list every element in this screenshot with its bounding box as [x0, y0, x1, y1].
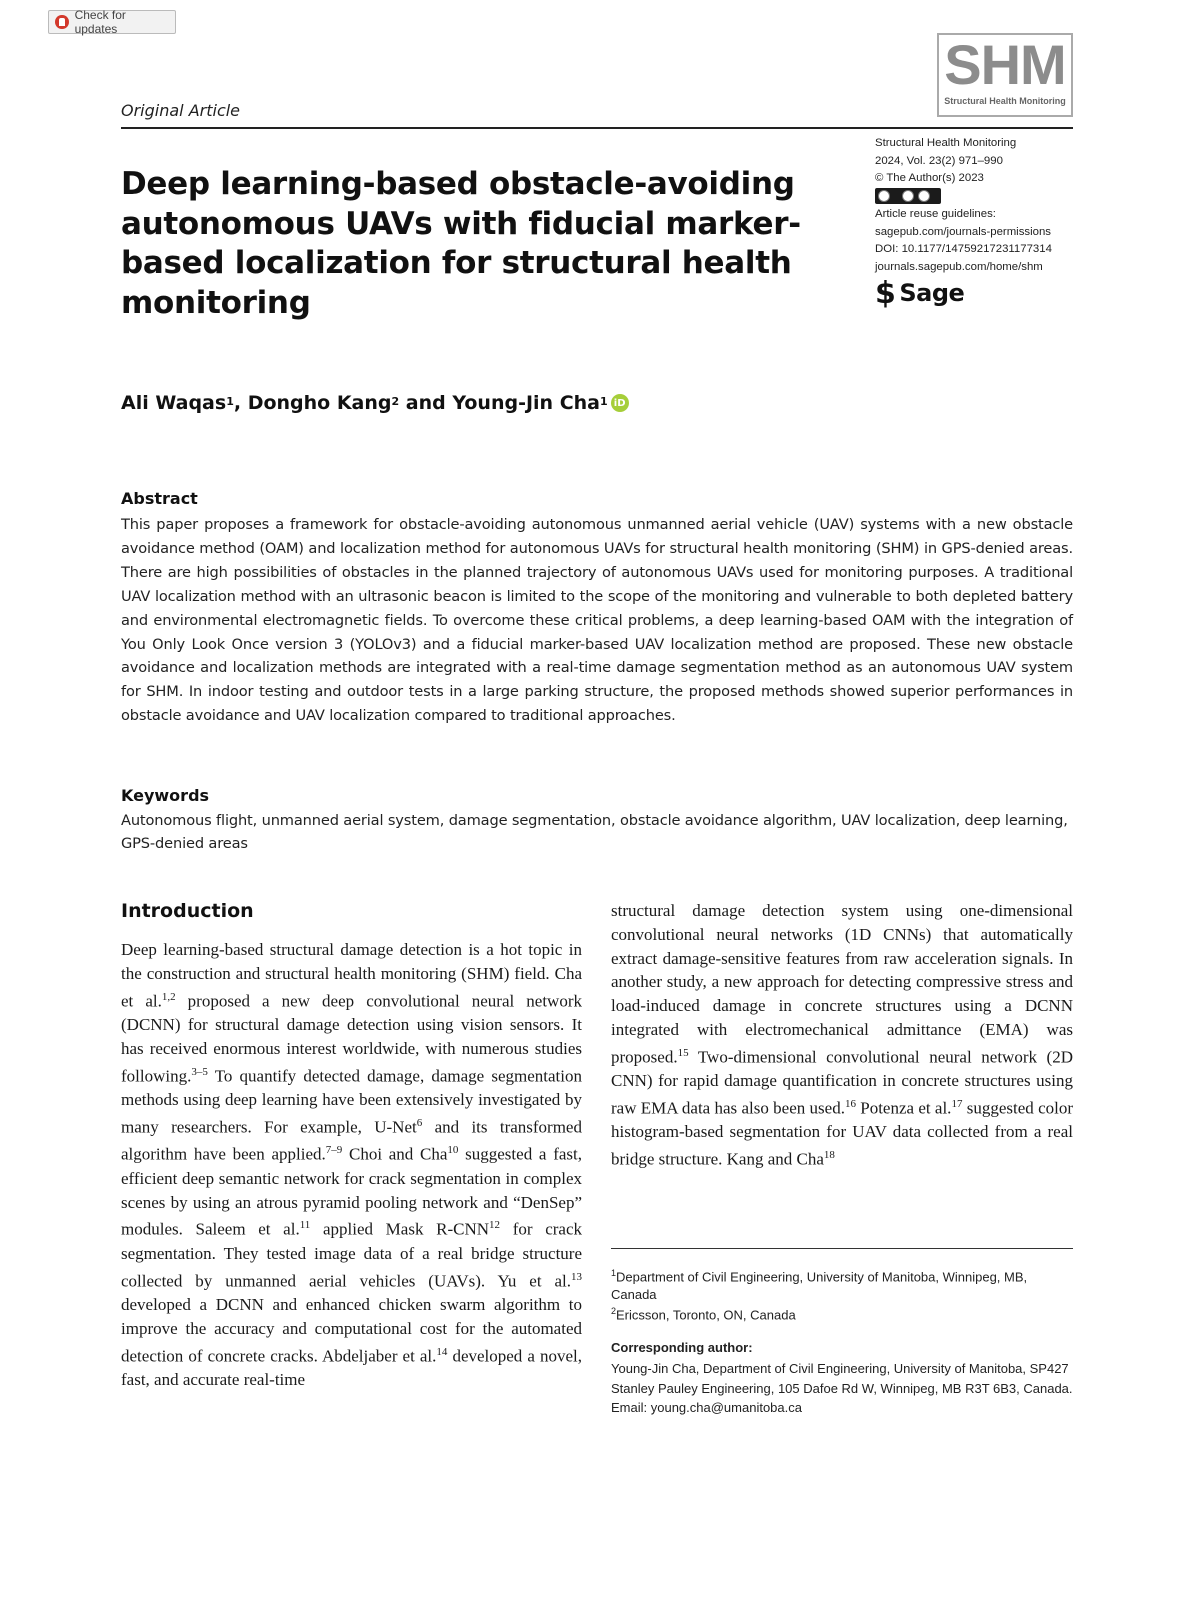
author-affiliation-marker: 1: [599, 394, 608, 408]
citation-reference[interactable]: 16: [844, 1098, 856, 1111]
footnote-divider: [611, 1248, 1073, 1249]
author-name: Dongho Kang: [247, 392, 392, 414]
citation-reference[interactable]: 18: [823, 1149, 835, 1162]
citation-reference[interactable]: 1,2: [161, 990, 176, 1003]
introduction-heading: Introduction: [121, 900, 254, 922]
author-name: Ali Waqas: [121, 392, 227, 414]
affiliation-text: Department of Civil Engineering, University of Manitoba, Winnipeg, MB, Canada: [611, 1269, 1028, 1303]
journal-metadata: [875, 135, 1085, 311]
article-type: Original Article: [121, 101, 241, 120]
corresponding-author-email[interactable]: Email: young.cha@umanitoba.ca: [611, 1400, 802, 1416]
body-text-run: Deep learning-based structural damage detection is a hot topic in the construction and structural health monitoring (SHM) field. Cha et al.: [121, 940, 582, 1011]
body-text-run: applied Mask R-CNN: [310, 1220, 490, 1240]
affiliation-text: Ericsson, Toronto, ON, Canada: [616, 1307, 796, 1323]
publisher-logo: [875, 275, 1085, 311]
doi-link[interactable]: DOI: 10.1177/14759217231177314: [875, 243, 1052, 256]
body-text-run: Choi and Cha: [342, 1145, 448, 1164]
affiliation-2: [611, 1302, 1073, 1324]
body-text-run: To quantify detected damage, damage segmentation methods using deep learning have been extensively investigated by many researchers. For example, U-Net: [121, 1066, 582, 1137]
body-text-run: suggested color histogram-based segmentation for UAV data collected from a real bridge structure. Kang and Cha: [611, 1098, 1073, 1169]
header-divider: [121, 127, 1073, 129]
citation-reference[interactable]: 7–9: [325, 1144, 343, 1157]
citation-reference[interactable]: 14: [436, 1345, 448, 1358]
abstract-text: This paper proposes a framework for obstacle-avoiding autonomous unmanned aerial vehicle (UAV) systems with a new obstacle avoidance method (OAM) and localization method for autonomous UAVs for structural health monitoring (SHM) in GPS-denied areas. There are high possibilities of obstacles in the planned trajectory of autonomous UAVs used for monitoring purposes. A traditional UAV localization method with an ultrasonic beacon is limited to the scope of the monitoring and vulnerable to both depleted battery and environmental electromagnetic fields. To overcome these critical problems, a deep learning-based OAM with the integration of You Only Look Once version 3 (YOLOv3) and a fiducial marker-based UAV localization method are proposed. These new obstacle avoidance and localization methods are integrated with a real-time damage segmentation method as an autonomous UAV system for SHM. In indoor testing and outdoor tests in a large parking structure, the proposed methods showed superior performances in obstacle avoidance and UAV localization compared to traditional approaches.: [121, 516, 1073, 725]
author-affiliation-marker: 2: [391, 394, 400, 408]
author-list: [121, 392, 629, 414]
orcid-icon[interactable]: iD: [611, 394, 629, 412]
reuse-label: Article reuse guidelines:: [875, 207, 996, 220]
body-text-run: Two-dimensional convolutional neural network (2D CNN) for rapid damage quantification in concrete structures using raw EMA data has also been used.: [611, 1047, 1073, 1118]
affiliation-1: [611, 1264, 1073, 1304]
journal-name: Structural Health Monitoring: [875, 137, 1017, 149]
check-for-updates-button[interactable]: [48, 10, 176, 34]
cc-by-icon: [875, 188, 941, 204]
body-text-run: for crack segmentation. They tested image data of a real bridge structure collected by unmanned aerial vehicles (UAVs). Yu et al.: [121, 1220, 582, 1291]
body-text-run: proposed a new deep convolutional neural network (DCNN) for structural damage detection using vision sensors. It has received enormous interest worldwide, with numerous studies following.: [121, 991, 582, 1086]
author-affiliation-marker: 1: [226, 394, 234, 408]
corresponding-author-heading: Corresponding author:: [611, 1340, 753, 1355]
keywords-heading: Keywords: [121, 786, 210, 805]
author-name: Young-Jin Cha: [452, 392, 600, 414]
publisher-name: Sage: [899, 278, 965, 307]
paper-title: Deep learning-based obstacle-avoiding autonomous UAVs with fiducial marker-based localization for structural health monitoring: [121, 166, 801, 321]
journal-logo: [937, 33, 1073, 117]
corresponding-author-address: Young-Jin Cha, Department of Civil Engineering, University of Manitoba, SP427 Stanley Pauley Engineering, 105 Dafoe Rd W, Winnipeg, MB R3T 6B3, Canada.: [611, 1361, 1073, 1396]
citation-reference[interactable]: 11: [299, 1219, 311, 1232]
corresponding-author-details: [611, 1359, 1073, 1418]
citation-reference[interactable]: 10: [447, 1144, 459, 1157]
citation-reference[interactable]: 17: [951, 1098, 963, 1111]
journal-logo-subtext: Structural Health Monitoring: [944, 96, 1066, 106]
citation-reference[interactable]: 13: [571, 1270, 582, 1283]
keywords-text: Autonomous flight, unmanned aerial system, damage segmentation, obstacle avoidance algorithm, UAV localization, deep learning, GPS-denied areas: [121, 812, 1068, 852]
citation-reference[interactable]: 12: [489, 1219, 501, 1232]
citation-reference[interactable]: 15: [677, 1046, 689, 1059]
affiliation-marker: 1: [611, 1268, 617, 1278]
affiliation-marker: 2: [611, 1306, 617, 1316]
body-text-run: and its transformed algorithm have been applied.: [121, 1117, 582, 1164]
body-text-run: developed a DCNN and enhanced chicken swarm algorithm to improve the accuracy and computational cost for the automated detection of concrete cracks. Abdeljaber et al.: [121, 1295, 582, 1366]
reuse-link[interactable]: sagepub.com/journals-permissions: [875, 225, 1052, 238]
citation-reference[interactable]: 3–5: [191, 1065, 208, 1078]
author-separator: ,: [233, 392, 248, 414]
body-text-run: Potenza et al.: [855, 1098, 952, 1118]
journal-volume: 2024, Vol. 23(2) 971–990: [875, 154, 1003, 167]
intro-column-left: [121, 938, 582, 1392]
abstract-heading: Abstract: [121, 489, 198, 508]
journal-logo-text: SHM: [944, 33, 1066, 96]
copyright-line: © The Author(s) 2023: [875, 172, 984, 185]
author-separator: and: [399, 392, 453, 414]
cc-license-badge[interactable]: [875, 188, 1085, 206]
sage-s-icon: $: [875, 275, 896, 311]
journal-homepage-link[interactable]: journals.sagepub.com/home/shm: [875, 260, 1043, 273]
body-text-run: developed a novel, fast, and accurate real-time: [121, 1346, 582, 1390]
check-for-updates-label: Check for updates: [74, 8, 126, 36]
body-text-run: structural damage detection system using one-dimensional convolutional neural networks (1D CNNs) that automatically extract damage-sensitive features from raw acceleration signals. In another study, a new approach for detecting compressive stress and load-induced damage in concrete structures using a DCNN integrated with electromechanical admittance (EMA) was proposed.: [611, 901, 1073, 1067]
body-text-run: suggested a fast, efficient deep semantic network for crack segmentation in complex scenes by using an atrous pyramid pooling network and “DenSep” modules. Saleem et al.: [121, 1145, 582, 1240]
citation-reference[interactable]: 6: [416, 1116, 423, 1129]
intro-column-right: [611, 899, 1073, 1172]
crossmark-icon: [55, 15, 69, 29]
